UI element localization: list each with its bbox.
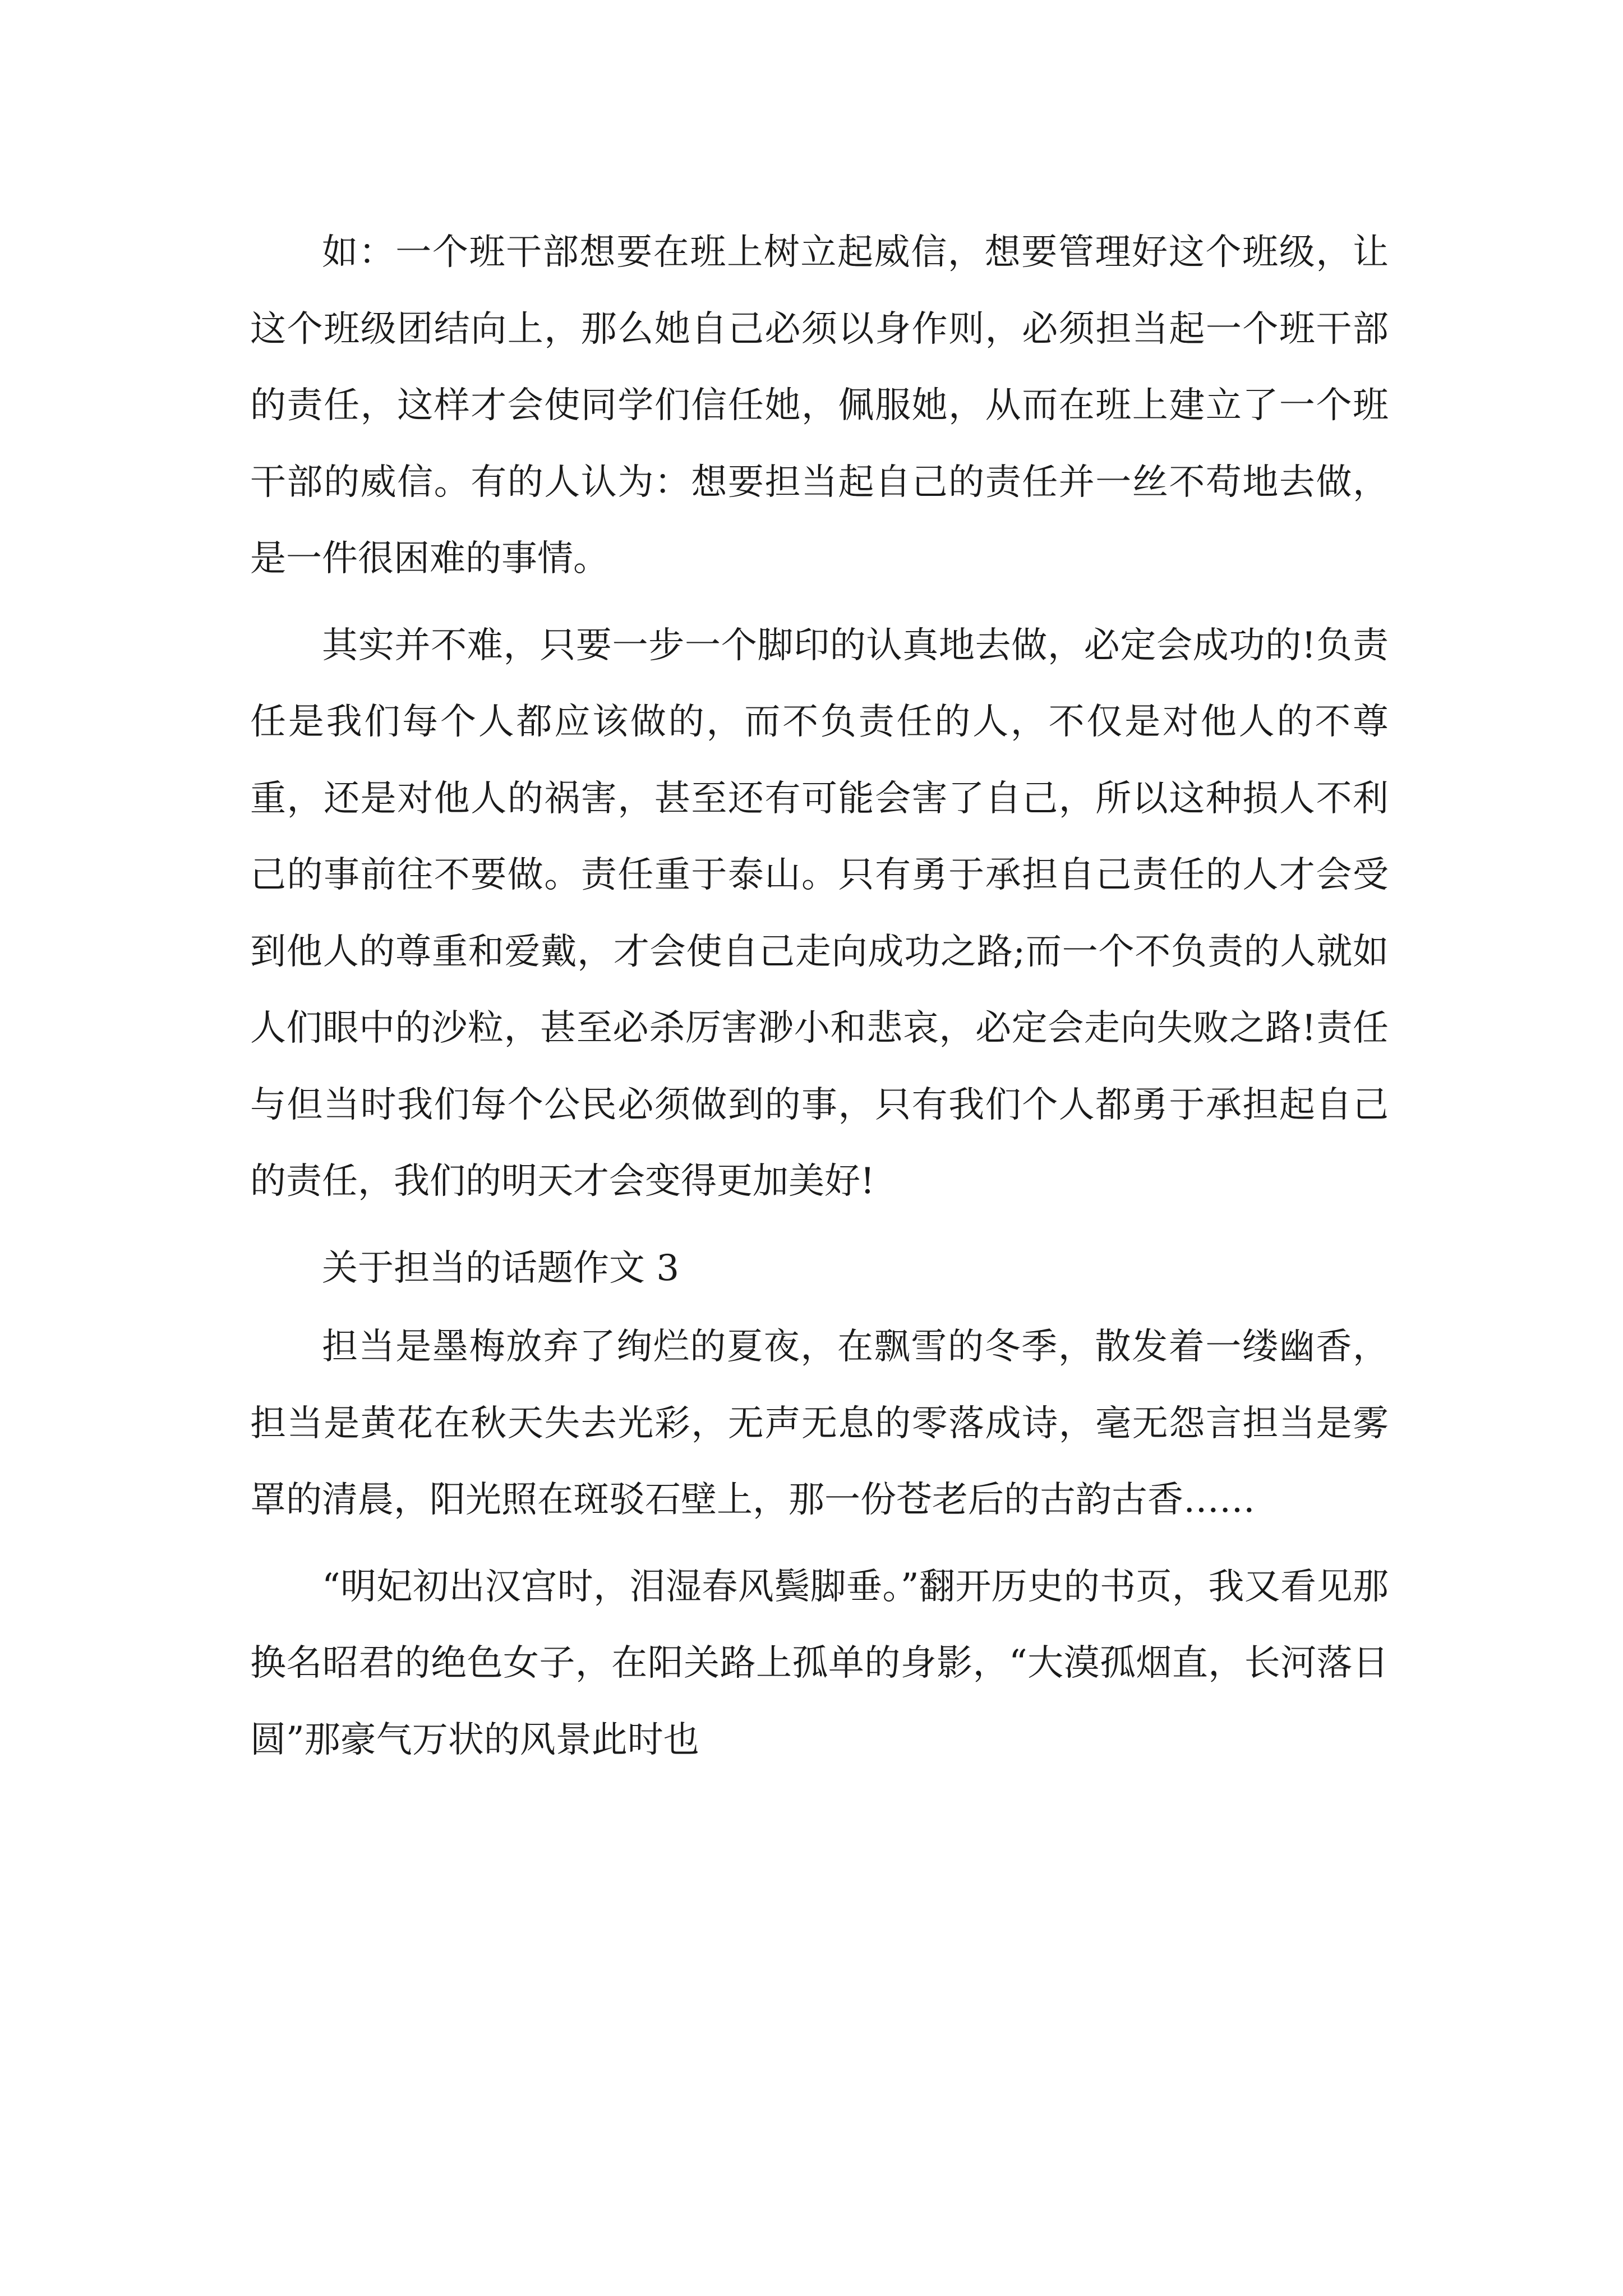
paragraph: 担当是墨梅放弃了绚烂的夏夜，在飘雪的冬季，散发着一缕幽香，担当是黄花在秋天失去光彩，无声无息的零落成诗，毫无怨言担当是雾罩的清晨，阳光照在斑驳石壁上，那一份苍老后的古韵古香…… — [250, 1326, 1389, 1521]
paragraph: 其实并不难，只要一步一个脚印的认真地去做，必定会成功的!负责任是我们每个人都应该做的，而不负责任的人，不仅是对他人的不尊重，还是对他人的祸害，甚至还有可能会害了自己，所以这种损人不利己的事前往不要做。责任重于泰山。只有勇于承担自己责任的人才会受到他人的尊重和爱戴，才会使自己走向成功之路;而一个不负责的人就如人们眼中的沙粒，甚至必杀厉害渺小和悲哀，必定会走向失败之路!责任与但当时我们每个公民必须做到的事，只有我们个人都勇于承担起自己的责任，我们的明天才会变得更加美好! — [250, 624, 1389, 1202]
paragraph: “明妃初出汉宫时，泪湿春风鬓脚垂。”翻开历史的书页，我又看见那换名昭君的绝色女子，在阳关路上孤单的身影，“大漠孤烟直，长河落日圆”那豪气万状的风景此时也 — [250, 1566, 1389, 1761]
document-body — [250, 214, 1389, 1788]
section-title: 关于担当的话题作文 3 — [322, 1247, 680, 1289]
paragraph: 如：一个班干部想要在班上树立起威信，想要管理好这个班级，让这个班级团结向上，那么她自己必须以身作则，必须担当起一个班干部的责任，这样才会使同学们信任她，佩服她，从而在班上建立了一个班干部的威信。有的人认为：想要担当起自己的责任并一丝不苟地去做，是一件很困难的事情。 — [250, 232, 1389, 579]
